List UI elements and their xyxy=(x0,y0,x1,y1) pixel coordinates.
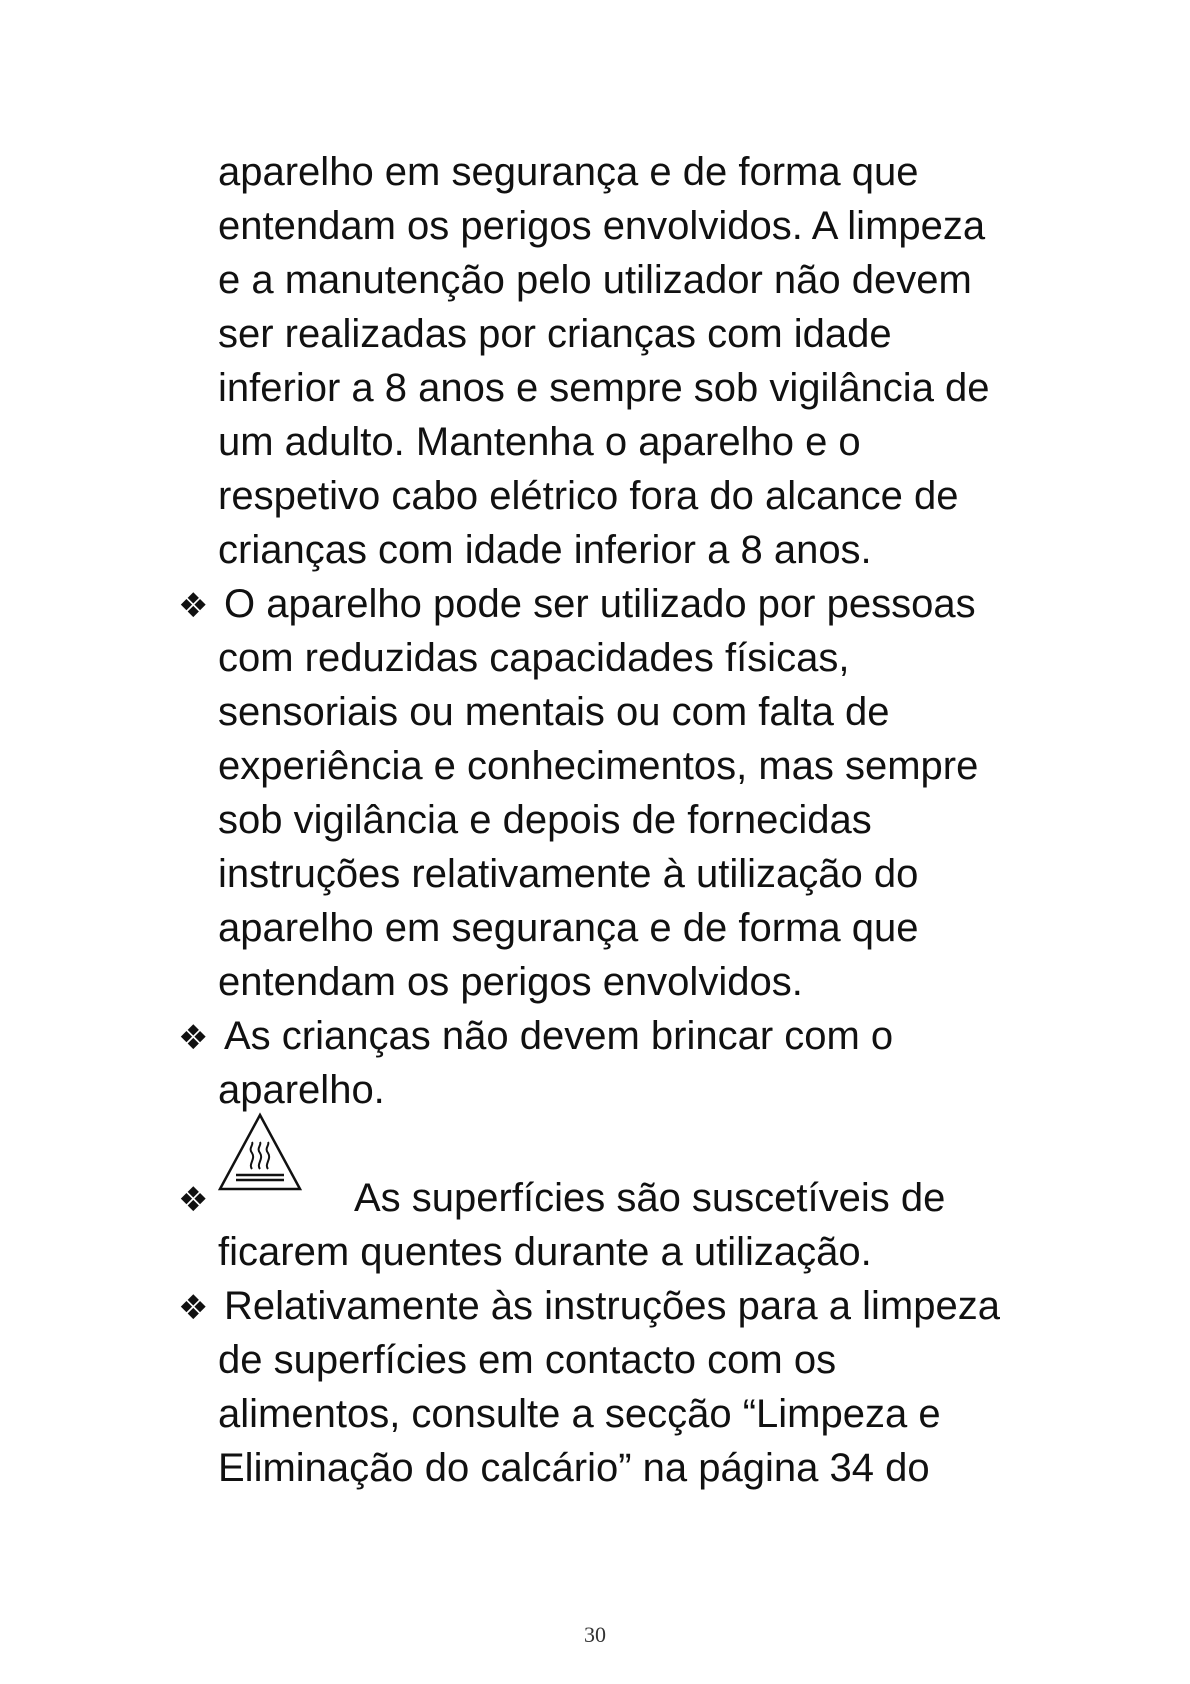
text-line: respetivo cabo elétrico fora do alcance de xyxy=(218,474,959,518)
text-line: instruções relativamente à utilização do xyxy=(218,852,919,896)
text-line: aparelho. xyxy=(218,1068,385,1112)
text-line: entendam os perigos envolvidos. xyxy=(218,960,803,1004)
text-line: inferior a 8 anos e sempre sob vigilância de xyxy=(218,366,990,410)
diamond-bullet-icon: ❖ xyxy=(178,1289,209,1327)
text-line: com reduzidas capacidades físicas, xyxy=(218,636,850,680)
text-line: e a manutenção pelo utilizador não devem xyxy=(218,258,972,302)
page-number: 30 xyxy=(584,1622,606,1647)
text-line: experiência e conhecimentos, mas sempre xyxy=(218,744,979,788)
text-line: Relativamente às instruções para a limpeza xyxy=(224,1284,1000,1328)
bullet-item-children-play xyxy=(178,1009,1018,1063)
diamond-bullet-icon: ❖ xyxy=(178,1019,209,1057)
text-line: sob vigilância e depois de fornecidas xyxy=(218,798,872,842)
text-line: entendam os perigos envolvidos. A limpeza xyxy=(218,204,986,248)
safety-instructions-text xyxy=(178,145,1018,1495)
text-line: As crianças não devem brincar com o xyxy=(224,1014,894,1058)
text-line: O aparelho pode ser utilizado por pessoas xyxy=(224,582,976,626)
text-line: aparelho em segurança e de forma que xyxy=(218,906,919,950)
text-line: ficarem quentes durante a utilização. xyxy=(218,1230,872,1274)
bullet-item-hot-surfaces xyxy=(178,1171,1018,1225)
text-line: ser realizadas por crianças com idade xyxy=(218,312,892,356)
text-line: crianças com idade inferior a 8 anos. xyxy=(218,528,872,572)
text-line: de superfícies em contacto com os xyxy=(218,1338,837,1382)
text-line: alimentos, consulte a secção “Limpeza e xyxy=(218,1392,941,1436)
text-line: Eliminação do calcário” na página 34 do xyxy=(218,1446,930,1490)
text-line: um adulto. Mantenha o aparelho e o xyxy=(218,420,861,464)
diamond-bullet-icon: ❖ xyxy=(178,587,209,625)
diamond-bullet-icon: ❖ xyxy=(178,1181,209,1219)
bullet-item-cleaning-instructions xyxy=(178,1279,1018,1333)
hot-surface-warning-icon xyxy=(214,1109,306,1201)
bullet-item-disabled-persons xyxy=(178,577,1018,631)
text-line: As superfícies são suscetíveis de xyxy=(354,1176,946,1220)
text-line: sensoriais ou mentais ou com falta de xyxy=(218,690,890,734)
spacer xyxy=(218,1117,1018,1171)
text-line: aparelho em segurança e de forma que xyxy=(218,150,919,194)
